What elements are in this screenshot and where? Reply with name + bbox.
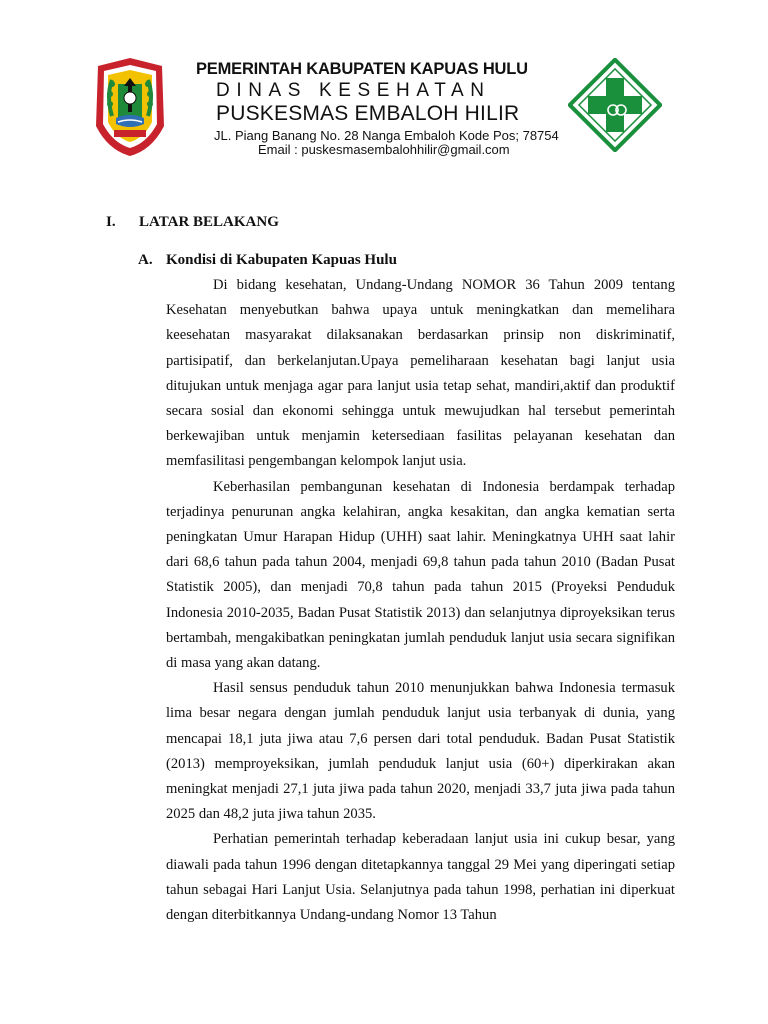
section-title: LATAR BELAKANG <box>139 214 279 230</box>
government-name: PEMERINTAH KABUPATEN KAPUAS HULU <box>196 60 528 78</box>
paragraph: Keberhasilan pembangunan kesehatan di Indonesia berdampak terhadap terjadinya penurunan angka kelahiran, angka kesakitan, dan angka kematian serta peningkatan Umur Harapan Hidup (UHH) saat lahir. Meningkatnya UHH saat lahir dari 68,6 tahun pada tahun 2004, menjadi 69,8 tahun pada tahun 2010 (Badan Pusat Statistik 2005), dan menjadi 70,8 tahun pada tahun 2015 (Proyeksi Penduduk Indonesia 2010-2035, Badan Pusat Statistik 2013) dan selanjutnya diproyeksikan terus bertambah, mengakibatkan peningkatan jumlah penduduk lanjut usia secara signifikan di masa yang akan datang. <box>166 478 675 672</box>
subsection-heading <box>138 252 397 269</box>
subsection-number: A. <box>138 252 153 268</box>
regency-emblem-icon <box>92 56 168 158</box>
email-line: Email : puskesmasembalohhilir@gmail.com <box>258 142 510 157</box>
body-text <box>166 273 675 928</box>
institution-name: PUSKESMAS EMBALOH HILIR <box>216 102 520 125</box>
department-name: DINAS KESEHATAN <box>216 80 491 101</box>
paragraph: Di bidang kesehatan, Undang-Undang NOMOR 36 Tahun 2009 tentang Kesehatan menyebutkan bahwa upaya untuk meningkatkan dan memelihara keesehatan masyarakat dilaksanakan berdasarkan prinsip non diskriminatif, partisipatif, dan berkelanjutan.Upaya pemeliharaan kesehatan bagi lanjut usia ditujukan untuk menjaga agar para lanjut usia tetap sehat, mandiri,aktif dan produktif secara sosial dan ekonomi sehingga untuk mewujudkan hal tersebut pemerintah berkewajiban untuk menjamin ketersediaan fasilitas pelayanan kesehatan dan memfasilitasi pengembangan kelompok lanjut usia. <box>166 277 675 470</box>
section-heading <box>106 214 279 231</box>
address-line: JL. Piang Banang No. 28 Nanga Embaloh Kode Pos; 78754 <box>214 128 559 143</box>
letterhead <box>0 0 768 160</box>
paragraph: Perhatian pemerintah terhadap keberadaan lanjut usia ini cukup besar, yang diawali pada tahun 1996 dengan ditetapkannya tanggal 29 Mei yang diperingati setiap tahun sebagai Hari Lanjut Usia. Selanjutnya pada tahun 1998, perhatian ini diperkuat dengan diterbitkannya Undang-undang Nomor 13 Tahun <box>166 831 675 924</box>
paragraph: Hasil sensus penduduk tahun 2010 menunjukkan bahwa Indonesia termasuk lima besar negara dengan jumlah penduduk lanjut usia terbanyak di dunia, yang mencapai 18,1 juta jiwa atau 7,6 persen dari total penduduk. Badan Pusat Statistik (2013) memproyeksikan, jumlah penduduk lanjut usia (60+) diperkirakan akan meningkat menjadi 27,1 juta jiwa pada tahun 2020, menjadi 33,7 juta jiwa pada tahun 2025 dan 48,2 juta jiwa tahun 2035. <box>166 680 675 823</box>
subsection-title: Kondisi di Kabupaten Kapuas Hulu <box>166 252 397 268</box>
section-number: I. <box>106 214 116 230</box>
puskesmas-emblem-icon <box>568 58 662 152</box>
